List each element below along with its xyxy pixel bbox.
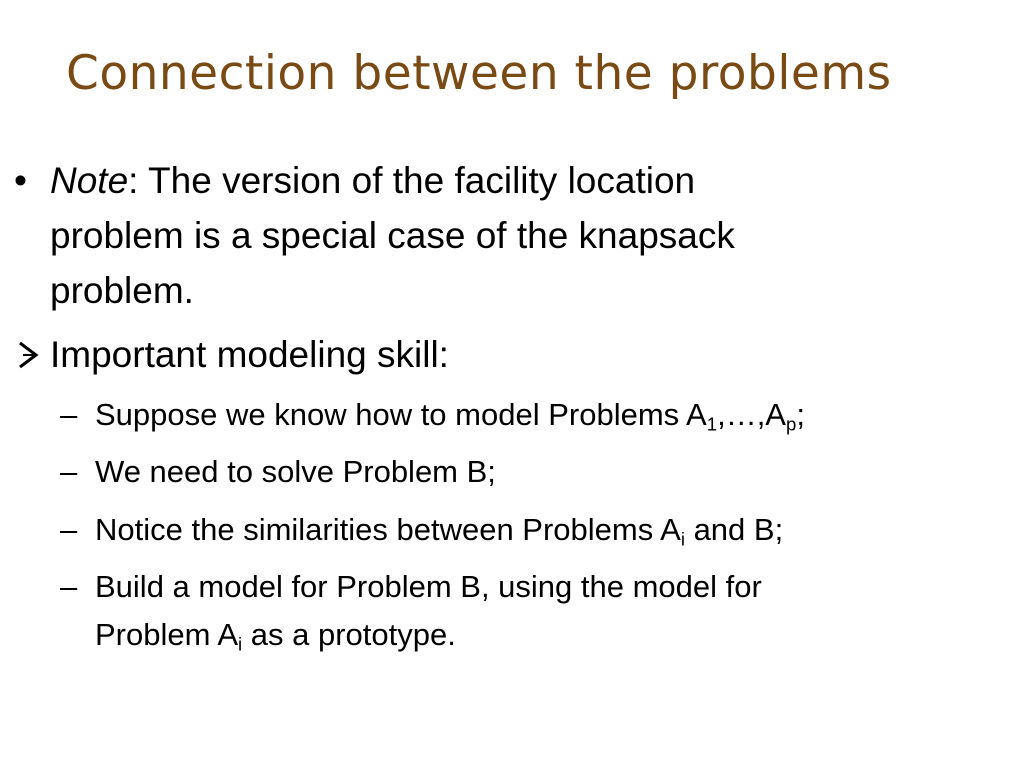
dash-icon: – xyxy=(60,454,78,489)
skill-item-3-post: and B; xyxy=(684,512,784,547)
skill-item-4-sub: i xyxy=(238,633,243,655)
skill-item-3-text: Notice the similarities between Problems A xyxy=(95,512,681,547)
dash-icon: – xyxy=(60,512,78,547)
bullet-dot-icon: • xyxy=(14,160,27,201)
slide-title: Connection between the problems xyxy=(66,46,892,101)
skill-heading: Important modeling skill: xyxy=(50,334,449,375)
skill-item-1-post: ; xyxy=(796,397,805,432)
skill-item-1-sub-p: p xyxy=(785,413,797,435)
skill-item-2: We need to solve Problem B; xyxy=(95,454,496,489)
skill-item-1-text: Suppose we know how to model Problems A xyxy=(95,397,707,432)
skill-item-4-text: Problem A xyxy=(95,617,239,652)
skill-item-1-mid: ,…,A xyxy=(717,397,786,432)
skill-item-3-sub: i xyxy=(680,528,685,550)
dash-icon: – xyxy=(60,397,78,432)
skill-item-1-sub-1: 1 xyxy=(706,413,718,435)
skill-item-4-post: as a prototype. xyxy=(242,617,456,652)
skill-item-3 xyxy=(95,511,783,549)
note-text-1: : The version of the facility location xyxy=(128,160,696,201)
arrow-bullet-icon xyxy=(16,340,42,370)
note-line-2: problem is a special case of the knapsack xyxy=(50,215,735,256)
note-label: Note xyxy=(50,160,129,201)
skill-item-4-line-2 xyxy=(95,616,456,654)
dash-icon: – xyxy=(60,569,78,604)
skill-item-4-line-1: Build a model for Problem B, using the model for xyxy=(95,569,762,604)
note-line-3: problem. xyxy=(50,270,194,311)
skill-item-1 xyxy=(95,396,805,434)
note-line-1 xyxy=(50,159,695,203)
